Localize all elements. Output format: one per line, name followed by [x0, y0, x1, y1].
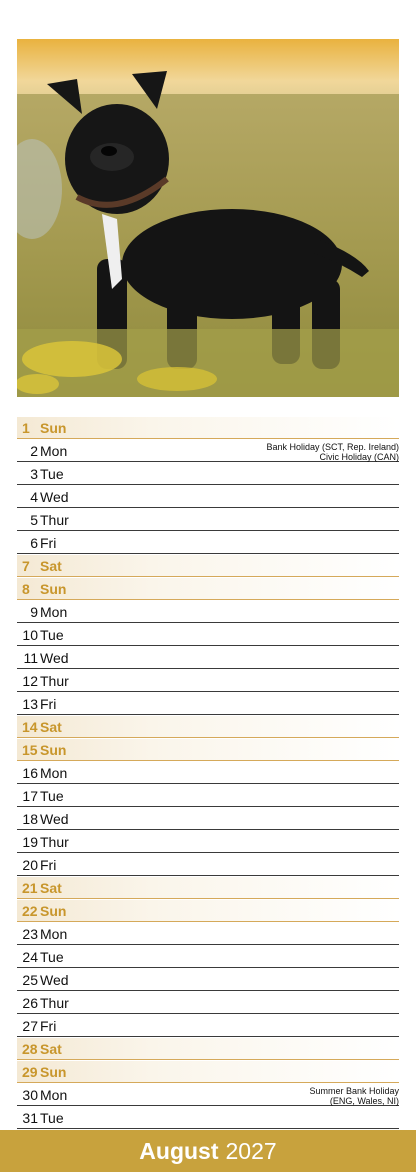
holiday-note [266, 442, 399, 462]
day-name: Sat [40, 880, 62, 896]
day-number: 10 [22, 627, 38, 643]
day-row [17, 486, 399, 508]
day-row [17, 693, 399, 715]
day-number: 15 [22, 742, 38, 758]
day-number: 12 [22, 673, 38, 689]
day-number: 6 [30, 535, 38, 551]
day-name: Tue [40, 466, 64, 482]
day-row [17, 946, 399, 968]
day-number: 17 [22, 788, 38, 804]
day-name: Sun [40, 903, 67, 919]
day-name: Wed [40, 972, 69, 988]
day-row [17, 532, 399, 554]
day-row [17, 555, 399, 577]
day-name: Thur [40, 673, 69, 689]
day-row [17, 716, 399, 738]
month-footer [0, 1130, 416, 1172]
day-row [17, 1107, 399, 1129]
day-number: 19 [22, 834, 38, 850]
day-number: 2 [30, 443, 38, 459]
day-name: Wed [40, 811, 69, 827]
day-name: Sat [40, 719, 62, 735]
day-name: Thur [40, 512, 69, 528]
day-name: Fri [40, 857, 57, 873]
day-name: Sun [40, 581, 67, 597]
day-row [17, 992, 399, 1014]
day-row [17, 900, 399, 922]
day-row [17, 578, 399, 600]
day-name: Thur [40, 995, 69, 1011]
day-row [17, 831, 399, 853]
day-row [17, 601, 399, 623]
day-row [17, 877, 399, 899]
day-name: Tue [40, 1110, 64, 1126]
day-name: Fri [40, 535, 57, 551]
day-name: Sat [40, 558, 62, 574]
day-row [17, 670, 399, 692]
month-name: August [139, 1137, 219, 1164]
day-name: Mon [40, 443, 68, 459]
day-number: 5 [30, 512, 38, 528]
day-number: 7 [22, 558, 30, 574]
day-row [17, 624, 399, 646]
year: 2027 [225, 1137, 277, 1164]
holiday-note-line: (ENG, Wales, NI) [329, 1096, 399, 1106]
day-number: 23 [22, 926, 38, 942]
day-name: Sun [40, 742, 67, 758]
day-row [17, 647, 399, 669]
day-row [17, 1015, 399, 1037]
day-name: Sun [40, 420, 67, 436]
holiday-note-line: Summer Bank Holiday [309, 1086, 399, 1096]
day-row [17, 417, 399, 439]
day-number: 25 [22, 972, 38, 988]
day-name: Mon [40, 1087, 68, 1103]
day-row [17, 785, 399, 807]
day-row [17, 463, 399, 485]
day-name: Mon [40, 765, 68, 781]
day-row [17, 440, 399, 462]
dog-photo-illustration [17, 39, 399, 397]
day-number: 24 [22, 949, 38, 965]
day-name: Mon [40, 926, 68, 942]
day-number: 4 [30, 489, 38, 505]
day-row [17, 1061, 399, 1083]
day-number: 22 [22, 903, 38, 919]
day-name: Fri [40, 1018, 57, 1034]
days-list [17, 417, 399, 1130]
day-number: 16 [22, 765, 38, 781]
day-number: 27 [22, 1018, 38, 1034]
day-number: 29 [22, 1064, 38, 1080]
day-name: Sat [40, 1041, 62, 1057]
day-row [17, 969, 399, 991]
day-number: 26 [22, 995, 38, 1011]
day-name: Tue [40, 788, 64, 804]
day-number: 13 [22, 696, 38, 712]
day-number: 20 [22, 857, 38, 873]
day-number: 31 [22, 1110, 38, 1126]
day-name: Wed [40, 489, 69, 505]
day-number: 14 [22, 719, 38, 735]
day-row [17, 509, 399, 531]
day-row [17, 739, 399, 761]
day-number: 28 [22, 1041, 38, 1057]
day-name: Fri [40, 696, 57, 712]
holiday-note-line: Bank Holiday (SCT, Rep. Ireland) [266, 442, 399, 452]
day-number: 11 [23, 650, 38, 666]
day-row [17, 808, 399, 830]
day-row [17, 923, 399, 945]
day-name: Sun [40, 1064, 67, 1080]
day-name: Tue [40, 949, 64, 965]
day-name: Mon [40, 604, 68, 620]
day-number: 30 [22, 1087, 38, 1103]
day-number: 18 [22, 811, 38, 827]
day-number: 1 [22, 420, 30, 436]
day-number: 3 [30, 466, 38, 482]
day-row [17, 1038, 399, 1060]
day-row [17, 762, 399, 784]
day-row [17, 1084, 399, 1106]
dog-photo [17, 39, 399, 397]
holiday-note [309, 1086, 399, 1106]
holiday-note-line: Civic Holiday (CAN) [319, 452, 399, 462]
day-number: 21 [22, 880, 38, 896]
day-number: 9 [30, 604, 38, 620]
day-name: Wed [40, 650, 69, 666]
day-row [17, 854, 399, 876]
day-number: 8 [22, 581, 30, 597]
day-name: Thur [40, 834, 69, 850]
day-name: Tue [40, 627, 64, 643]
